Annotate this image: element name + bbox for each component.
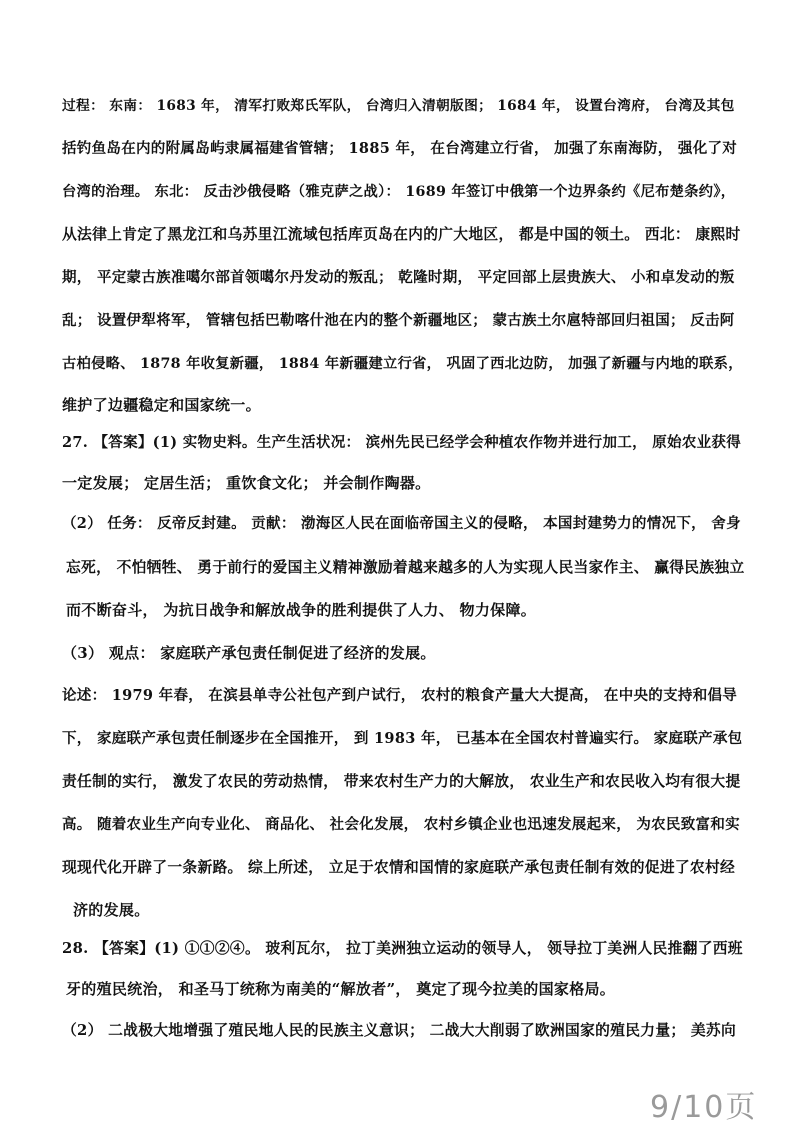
text-line: 乱； 设置伊犁将军， 管辖包括巴勒喀什池在内的整个新疆地区； 蒙古族土尔扈特部回归祖国； 反击阿: [62, 312, 735, 329]
text-line: 27. 【答案】(1) 实物史料。生产生活状况： 滨州先民已经学会种植农作物并进行加工， 原始农业获得: [62, 434, 742, 451]
text-line: 古柏侵略、 1878 年收复新疆， 1884 年新疆建立行省， 巩固了西北边防， 加强了新疆与内地的联系，: [62, 356, 743, 372]
text-line: 过程： 东南： 1683 年， 清军打败郑氏军队， 台湾归入清朝版图； 1684 年， 设置台湾府， 台湾及其包: [62, 98, 735, 114]
text-line: 期， 平定蒙古族准噶尔部首领噶尔丹发动的叛乱； 乾隆时期， 平定回部上层贵族大、 小和卓发动的叛: [62, 269, 735, 286]
text-line: 从法律上肯定了黑龙江和乌苏里江流域包括库页岛在内的广大地区， 都是中国的领土。 西北： 康熙时: [62, 226, 741, 243]
text-line: （2） 二战极大地增强了殖民地人民的民族主义意识； 二战大大削弱了欧洲国家的殖民力量； 美苏向: [62, 1022, 737, 1039]
text-line: 高。 随着农业生产向专业化、 商品化、 社会化发展， 农村乡镇企业也迅速发展起来， 为农民致富和实: [62, 816, 740, 833]
text-line: 忘死， 不怕牺牲、 勇于前行的爱国主义精神激励着越来越多的人为实现人民当家作主、 赢得民族独立: [66, 559, 745, 576]
text-line: 而不断奋斗， 为抗日战争和解放战争的胜利提供了人力、 物力保障。: [66, 601, 537, 619]
text-line: 济的发展。: [73, 901, 150, 919]
text-line: 括钓鱼岛在内的附属岛屿隶属福建省管辖； 1885 年， 在台湾建立行省， 加强了东南海防， 强化了对: [62, 140, 738, 157]
text-line: 责任制的实行， 激发了农民的劳动热情， 带来农村生产力的大解放， 农业生产和农民收入均有很大提: [62, 773, 741, 790]
page-number: 9/10页: [650, 1090, 758, 1125]
text-line: 维护了边疆稳定和国家统一。: [62, 396, 261, 414]
text-line: 下， 家庭联产承包责任制逐步在全国推开， 到 1983 年， 已基本在全国农村普遍实行。 家庭联产承包: [62, 730, 743, 747]
text-line: （3） 观点： 家庭联产承包责任制促进了经济的发展。: [62, 644, 436, 662]
text-line: 论述： 1979 年春， 在滨县单寺公社包产到户试行， 农村的粮食产量大大提高， 在中央的支持和倡导: [62, 687, 738, 704]
text-line: 一定发展； 定居生活； 重饮食文化； 并会制作陶器。: [62, 474, 431, 492]
text-line: 现现代化开辟了一条新路。 综上所述， 立足于农情和国情的家庭联产承包责任制有效的促进了农村经: [62, 859, 736, 876]
text-line: 28. 【答案】(1) ①①②④。 玻利瓦尔， 拉丁美洲独立运动的领导人， 领导拉丁美洲人民推翻了西班: [62, 940, 743, 957]
text-line: 牙的殖民统治， 和圣马丁统称为南美的“解放者”， 奠定了现今拉美的国家格局。: [66, 980, 616, 998]
text-line: 台湾的治理。 东北： 反击沙俄侵略（雅克萨之战）： 1689 年签订中俄第一个边界条约《尼布楚条约》，: [62, 184, 736, 200]
text-line: （2） 任务： 反帝反封建。 贡献： 渤海区人民在面临帝国主义的侵略， 本国封建势力的情况下， 舍身: [62, 515, 741, 532]
